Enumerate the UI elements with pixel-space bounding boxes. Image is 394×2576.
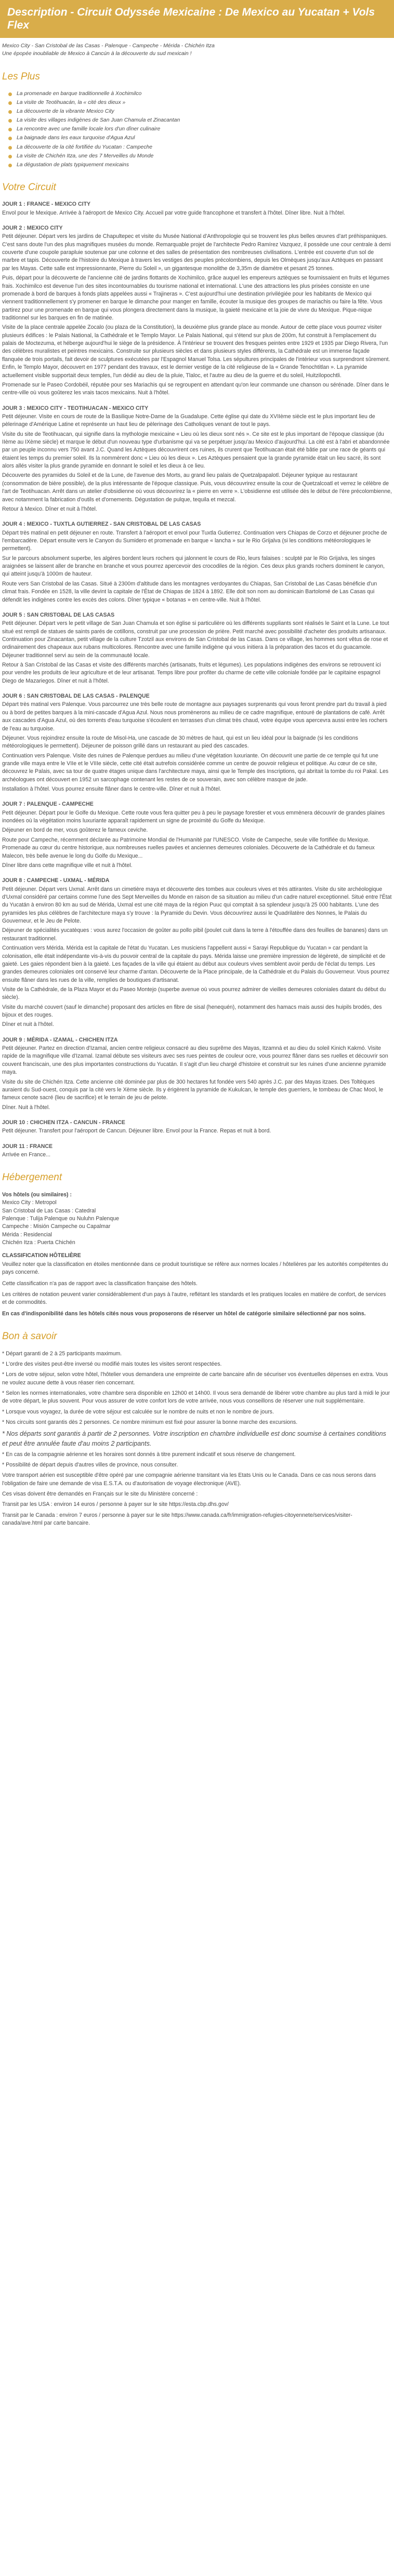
list-item: La dégustation de plats typiquement mexicains (17, 161, 392, 169)
good-to-know (0, 1350, 394, 1528)
list-item: La promenade en barque traditionnelle à Xochimilco (17, 90, 392, 98)
day-paragraph: Déjeuner de spécialités yucatèques : vous aurez l'occasion de goûter au pollo pibil (poulet cuit dans la terre à l'étouffée dans des feuilles de bananes) dans un restaurant traditionnel. (2, 927, 388, 942)
hotel-list (0, 1191, 394, 1247)
day-paragraph: Promenade sur le Paseo Cordobéil, réputée pour ses Mariachis qui se regroupent en attendant qu'on leur commande une chanson ou sérénade. Dîner dans le centre-ville où vous goûterez les vrais tacos mexicains. Nuit à l'hôtel. (2, 381, 389, 396)
day-paragraph: Retour à Mexico. Dîner et nuit à l'hôtel. (2, 505, 97, 512)
day-11 (2, 1143, 392, 1159)
info-line: * En cas de la compagnie aérienne et les horaires sont donnés à titre purement indicatif et sous réserve de changement. (2, 1451, 296, 1458)
day-paragraph: Retour à San Cristobal de las Casas et visite des différents marchés (artisanats, fruits et légumes). Les populations indigènes des environs se retrouvent ici pour vendre les produits de leur agriculture et de leur artisanat. Temps libre pour profiter du charme de cette ville coloniale fondée par le capitaine espagnol Diego de Mazariegos. Dîner et nuit à l'hôtel. (2, 662, 381, 684)
day-5 (2, 611, 392, 685)
day-8 (2, 877, 392, 1029)
day-paragraph: Départ très matinal en petit déjeuner en route. Transfert à l'aéroport et envol pour Tuxtla Gutierrez. Continuation vers Chiapas de Corzo et déjeuner proche de l'embarcadère. Départ ensuite vers le Canyon du Sumidero et promenade en barque « lancha » sur le Rio Grijalva (si les conditions météorologiques le permettent). (2, 529, 387, 552)
hotel-list-label: Vos hôtels (ou similaires) : (2, 1191, 72, 1198)
day-paragraph: Déjeuner en bord de mer, vous goûterez le fameux ceviche. (2, 827, 148, 834)
day-paragraph: Visite du site de Teotihuacan, qui signifie dans la mythologie mexicaine « Lieu où les dieux sont nés ». Ce site est le plus important de l'époque classique (du IIème au IXème siècle) et marque le début d'un nouveau type d'urbanisme qui va se perpétuer jusqu'au Mexico d'aujourd'hui. La cité est à l'abri et abandonnée par un peuple inconnu vers 750 avant J.C. Quand les Aztèques découvrirent ces ruines, ils crurent que Teotihuacan était été bâtie par une race de géants qui étaient les temps du premier soleil. Ils la nommèrent donc « Lieu où les dieux ». Les Aztèques pensaient que la grande pyramide était un lieu sacré, ils sont alors allés visiter la plus grande pyramide en donnant le soleil et les dieux à ce lieu. (2, 431, 390, 470)
day-4 (2, 520, 392, 604)
day-3 (2, 405, 392, 514)
visa-link-usa[interactable]: Transit par les USA : environ 14 euros / personne à payer sur le site https://esta.cbp.dhs.gov/ (2, 1501, 229, 1508)
classification-note: En cas d'indisponibilité dans les hôtels cités nous vous proposerons de réserver un hôtel de catégorie similaire sélectionné par nos soins. (2, 1310, 366, 1317)
day-title: JOUR 8 : CAMPECHE - UXMAL - MÉRIDA (2, 877, 110, 884)
itinerary (0, 201, 394, 1159)
section-title-circuit: Votre Circuit (2, 181, 56, 193)
list-item: La visite des villages indigènes de San Juan Chamula et Zinacantan (17, 116, 392, 124)
day-title: JOUR 1 : FRANCE - MEXICO CITY (2, 201, 91, 208)
info-line: * Possibilité de départ depuis d'autres villes de province, nous consulter. (2, 1462, 178, 1469)
day-paragraph: Petit déjeuner. Départ vers les jardins de Chapultepec et visite du Musée National d'Anthropologie qui se trouvent les plus belles œuvres d'art préhispaniques. C'est sans doute l'un des plus magnifiques musées du monde. Remarquable projet de l'architecte Pedro Ramírez Vazquez, il possède une cour centrale à demi couverte d'une coupole parapluie soutenue par une colonne et des salles de présentation des nombreuses civilisations. L'entrée est couverte d'un sol de marbre et tapis. Découverte de l'histoire du Mexique à travers les vestiges des peuples précolombiens, depuis les Olmèques jusqu'aux Aztèques en passant par les Mayas. Cette salle est impressionnante, Pierre du Soleil », un gigantesque monolithe de 3,35m de diamètre et pesant 25 tonnes. (2, 233, 391, 272)
hotel-line: Mexico City : Metropol (2, 1199, 57, 1206)
day-1 (2, 201, 392, 217)
hotel-line: San Cristobal de Las Casas : Catedral (2, 1207, 96, 1214)
day-6 (2, 692, 392, 793)
plus-list (2, 90, 392, 169)
day-paragraph: Arrivée en France... (2, 1152, 51, 1158)
day-paragraph: Petit déjeuner. Transfert pour l'aéroport de Cancun. Déjeuner libre. Envol pour la France. Repas et nuit à bord. (2, 1128, 271, 1134)
day-10 (2, 1119, 392, 1136)
day-title: JOUR 5 : SAN CRISTOBAL DE LAS CASAS (2, 611, 115, 618)
day-7 (2, 800, 392, 870)
day-paragraph: Petit déjeuner. Partez en direction d'Izamal, ancien centre religieux consacré au dieu suprême des Mayas, Itzamná et au dieu du soleil Kinich Kakmó. Visite rapide de la magnifique ville d'Izamal. Izamal débute ses visiteurs avec ses rues peintes de couleur ocre, vous pourrez flâner dans ses ruelles et découvrir son couvent franciscain, une des plus importantes constructions du Yucatán. Il s'agit d'un lieu chargé d'histoire et construit sur les ruines d'une ancienne pyramide maya. (2, 1045, 388, 1076)
info-line: * L'ordre des visites peut-être inversé ou modifié mais toutes les visites seront respectées. (2, 1360, 222, 1367)
day-title: JOUR 7 : PALENQUE - CAMPECHE (2, 801, 94, 808)
day-paragraph: Petit déjeuner. Départ pour le Golfe du Mexique. Cette route vous fera quitter peu à peu le paysage forestier et vous emmènera découvrir de grandes plaines inondées où la végétation moins luxuriante apparaît rapidement un signe de proximité du Golfe du Mexique. (2, 809, 385, 824)
day-paragraph: Dîner. Nuit à l'hôtel. (2, 1104, 50, 1111)
list-item: La baignade dans les eaux turquoise d'Agua Azul (17, 134, 392, 142)
section-title-savoir: Bon à savoir (2, 1331, 57, 1342)
list-item: La découverte de la vibrante Mexico City (17, 108, 392, 115)
classification-title: CLASSIFICATION HÔTELIÈRE (2, 1252, 81, 1259)
day-paragraph: Visite du marché couvert (sauf le dimanche) proposant des articles en fibre de sisal (henequén), notamment des hamacs mais aussi des huipils brodés, des bijoux et des rouges. (2, 1004, 382, 1019)
day-paragraph: Dîner libre dans cette magnifique ville et nuit à l'hôtel. (2, 862, 133, 869)
info-line: * Lorsque vous voyagez, la durée de votre séjour est calculée sur le nombre de nuits et non le nombre de jours. (2, 1408, 274, 1415)
intro-route: Mexico City - San Cristobal de las Casas - Palenque - Campeche - Mérida - Chichén Itza (2, 43, 215, 49)
day-title: JOUR 2 : MEXICO CITY (2, 225, 63, 232)
day-paragraph: Installation à l'hôtel. Vous pourrez ensuite flâner dans le centre-ville. Dîner et nuit à l'hôtel. (2, 786, 221, 793)
list-item: La visite de Teotihuacán, la « cité des dieux » (17, 99, 392, 106)
classification-paragraph: Cette classification n'a pas de rapport avec la classification française des hôtels. (2, 1280, 198, 1287)
intro-tagline: Une épopée inoubliable de Mexico à Cancún à la découverte du sud mexicain ! (2, 51, 192, 57)
day-paragraph: Visite de la Cathédrale, de la Plaza Mayor et du Paseo Montejo (superbe avenue où vous pourrez admirer de vieilles demeures coloniales datant du début du siècle). (2, 986, 386, 1001)
day-paragraph: Puis, départ pour la découverte de l'ancienne cité de jardins flottants de Xochimilco, grâce auquel les empereurs aztèques se fournissaient en fruits et légumes frais. Xochimilco est devenue l'un des sites incontournables du tourisme national et international. L'une des attractions les plus prisées consiste en une promenade à bord de barques à fonds plats appelées aussi « Trajineras ». C'est aujourd'hui une destination privilégiée pour les habitants de Mexico qui viennent traditionnellement s'y promener en barque le dimanche pour manger en famille, écouter la musique des groupes de mariachis ou faire la fête. Vous partirez pour une promenade en barque qui vous plongera directement dans la musique, la gaieté mexicaine et la joie de vivre du Mexique. Pique-nique traditionnel sur les barques en fin de matinée. (2, 275, 390, 321)
day-title: JOUR 4 : MEXICO - TUXTLA GUTIERREZ - SAN CRISTOBAL DE LAS CASAS (2, 521, 201, 528)
section-title-hebergement: Hébergement (2, 1172, 62, 1183)
list-item: La découverte de la cité fortifiée du Yucatan : Campeche (17, 143, 392, 151)
day-paragraph: Découverte des pyramides du Soleil et de la Lune, de l'avenue des Morts, au grand lieu palais de Quetzalpapalotl. Déjeuner typique au restaurant (consommation de bière possible), de la plus intéressante de l'époque classique. Puis, vous découvrirez ensuite la cour de Quetzalcoatl et verrez le célèbre de l'art de Teotihuacan. Arrêt dans un atelier d'obsidienne où vous découvrirez la « pierre en verre ». L'obsidienne est utilisée dès le début de l'ère précolombienne, avec notamment la fabrication d'outils et d'ornements. Dégustation de pulque, tequila et mezcal. (2, 472, 392, 503)
day-paragraph: Continuation vers Palenque. Visite des ruines de Palenque perdues au milieu d'une végétation luxuriante. On découvrit une partie de ce temple qui fut une grande ville maya entre le VIIe et le VIIIe siècle, cette cité était autrefois considérée comme un centre de pouvoir religieux et politique. Au cœur de ce site, découvrez le Palais, avec sa tour de quatre étages unique dans l'architecture maya, ainsi que le Temple des Inscriptions, qui abritait la tombe du roi Pakal. Les archéologues ont découvert en 1952 un sarcophage contenant les restes de ce souverain, avec son célèbre masque de jade. (2, 752, 389, 783)
day-title: JOUR 6 : SAN CRISTOBAL DE LAS CASAS - PALENQUE (2, 693, 150, 700)
hotel-line: Palenque : Tulija Palenque ou Nuluhn Palenque (2, 1216, 119, 1222)
hotel-line: Mérida : Residencial (2, 1231, 52, 1238)
info-line-highlight: * Nos départs sont garantis à partir de 2 personnes. Votre inscription en chambre individuelle est donc soumise à certaines conditions et peut être annulée faute d'au moins 2 participants. (2, 1430, 386, 1447)
day-paragraph: Petit déjeuner. Départ vers le petit village de San Juan Chamula et son église si particulière où les différents suppliants sont réalisés le Saint et la Lune. Le tout situé est rempli de statues de saints parés de cotillons, construit par une procession de prière. Petit marché avec possibilité d'acheter des produits artisanaux. Continuation pour Zinacantan, petit village de la culture Tzotzil aux environs de San Cristobal de las Casas. Dans ce village, les hommes sont vêtus de rose et ordinairement des chapeaux aux rubans multicolores. Rencontre avec une famille indigène qui vous initiera à la préparation des tacos et du guacamole. Déjeuner traditionnel servi au sein de la communauté locale. (2, 620, 389, 659)
intro (0, 42, 394, 58)
classification-paragraph: Veuillez noter que la classification en étoiles mentionnée dans ce produit touristique se réfère aux normes locales / hôtelières par les autorités compétentes du pays concerné. (2, 1261, 388, 1276)
day-paragraph: Sur le parcours absolument superbe, les algères bordent leurs rochers qui jalonnent le cours de Rio, leurs falaises : sculpté par le Rio Grijalva, les singes araignées se laissent aller de branche en branche et vous pourrez apercevoir des crocodiles de la région. Ces deux plus grands rochers dominent le canyon, qui atteint jusqu'à 1000m de hauteur. (2, 555, 385, 578)
day-title: JOUR 10 : CHICHEN ITZA - CANCUN - FRANCE (2, 1119, 125, 1126)
day-paragraph: Dîner et nuit à l'hôtel. (2, 1021, 54, 1028)
info-line: * Selon les normes internationales, votre chambre sera disponible en 12h00 et 14h00. Il vous sera demandé de libérer votre chambre au plus tard à midi le jour de votre départ, le plus souvent. Pour vous assurer de votre confort lors de votre arrivée, nous vous conseillons de réserver une nuit supplémentaire. (2, 1390, 390, 1405)
day-title: JOUR 9 : MÉRIDA - IZAMAL - CHICHEN ITZA (2, 1036, 118, 1043)
day-paragraph: Route pour Campeche, récemment déclarée au Patrimoine Mondial de l'Humanité par l'UNESCO. Visite de Campeche, seule ville fortifiée du Mexique. Promenade au cœur du centre historique, aux nombreuses ruelles pavées et anciennes demeures coloniales. Découverte de la Cathédrale et du fameux Malecon, très belle avenue le long du Golfe du Mexique... (2, 836, 375, 859)
info-line: * Nos circuits sont garantis dès 2 personnes. Ce nombre minimum est fixé pour assurer la bonne marche des excursions. (2, 1419, 298, 1426)
page-title: Description - Circuit Odyssée Mexicaine : De Mexico au Yucatan + Vols Flex (0, 0, 394, 38)
day-paragraph: Visite du site de Chichén Itza. Cette ancienne cité dominée par plus de 300 hectares fut fondée vers 540 après J.C. par des Mayas itzaes. Des Toltèques auraient du Sud-ouest, conquis par la cité vers le Xème siècle. Ils y érigèrent la pyramide de Kukulcan, le temple des guerriers, le tombeau de Chac Mool, le fameux cenote sacré (lieu de sacrifice) et le terrain de jeu de pelote. (2, 1078, 384, 1101)
info-line: * Départ garanti de 2 à 25 participants maximum. (2, 1350, 122, 1357)
day-paragraph: Continuation vers Mérida. Mérida est la capitale de l'état du Yucatan. Les musiciens l'appellent aussi « Sarayi Republique du Yucatan » car pendant la colonisation, elle était indépendante vis-à-vis du pouvoir central de la capitale du pays. Mérida laisse une première impression de légèreté, de simplicité et de gaieté. Les gaies répondent bien à la gaieté. Les façades de la ville qui étaient au début aux couleurs vives semblent avoir perdu de l'éclat du temps. Les grandes demeures coloniales ont conservé leur charme d'antan. Découverte de la Place principale, de la Cathédrale et du Palais du Gouverneur. Vous pourrez ensuite flâner dans les rues de la ville, remplies de boutiques d'artisanat. (2, 945, 390, 983)
day-title: JOUR 11 : FRANCE (2, 1143, 53, 1150)
hotel-line: Chichén Itza : Puerta Chichén (2, 1239, 75, 1246)
day-paragraph: Petit déjeuner. Départ vers Uxmal. Arrêt dans un cimetière maya et découverte des tombes aux couleurs vives et très attirantes. Visite du site archéologique d'Uxmal considéré par certains comme l'une des Sept Merveilles du Monde en raison de sa situation au milieu d'un cadre naturel exceptionnel. Situé entre l'État du Yucatán à environ 80 km au sud de Mérida, Uxmal est une cité maya de la région Puuc qui comptait à sa splendeur jusqu'à 25 000 habitants. L'une des pyramides les plus célèbres de l'architecture maya s'y trouve : la Pyramide du Devin. Vous découvrirez aussi le Quadrilatère des Nonnes, le Palais du Gouverneur, et le Jeu de Pelote. (2, 886, 392, 925)
day-paragraph: Petit déjeuner. Visite en cours de route de la Basilique Notre-Dame de la Guadalupe. Cette église qui date du XVIIème siècle est le plus important lieu de pèlerinage d'Amérique Latine et représente un haut lieu de pèlerinage des Catholiques venant de tout le pays. (2, 413, 375, 428)
visa-link-canada[interactable]: Transit par le Canada : environ 7 euros / personne à payer sur le site https://www.canada.ca/fr/immigration-refugies-citoyennete/services/visiter-canada/ave.html par carte bancaire. (2, 1512, 352, 1527)
list-item: La visite de Chichén Itza, une des 7 Merveilles du Monde (17, 152, 392, 160)
hotel-line: Campeche : Misión Campeche ou Capalmar (2, 1223, 111, 1230)
day-paragraph: Déjeuner. Vous rejoindrez ensuite la route de Misol-Ha, une cascade de 30 mètres de haut, qui est un lieu idéal pour la baignade (si les conditions météorologiques le permettent). Déjeuner de poisson grillé dans un restaurant au pied des cascades. (2, 735, 358, 750)
info-line: * Lors de votre séjour, selon votre hôtel, l'hôtelier vous demandera une empreinte de carte bancaire afin de sécuriser vos éventuelles dépenses en extra. Vous ne voulez aucune dette à vous réaser rien concernant. (2, 1371, 388, 1386)
day-paragraph: Départ très matinal vers Palenque. Vous parcourrez une très belle route de montagne aux paysages surprenants qui vous feront prendre part du travail à pied ou à bord de petites barques à la mini-cascade d'Agua Azul. Nous nous promènerons au milieu de ce cadre magnifique, entouré de plantations de café. Arrêt aux cascades d'Agua Azul, où des torrents d'eau turquoise s'écoulent en terrasses d'un climat très chaud, votre équipe vous apercevra aussi entre les rochers de l'eau au turquoise. (2, 701, 388, 732)
day-paragraph: Route vers San Cristobal de las Casas. Situé à 2300m d'altitude dans les montagnes verdoyantes du Chiapas, San Cristobal de Las Casas bénéficie d'un climat frais. Fondée en 1528, la ville devint la capitale de l'État de Chiapas de 1824 à 1892. Elle doit son nom au dominicain Bartolomé de Las Casas qui défendit les indigènes contre les excès des colons. Dîner typique « botanas » en centre-ville. Nuit à l'hôtel. (2, 580, 377, 603)
list-item: La rencontre avec une famille locale lors d'un dîner culinaire (17, 125, 392, 133)
visa-note: Ces visas doivent être demandés en Français sur le site du Ministère concerné : (2, 1491, 198, 1498)
day-2 (2, 224, 392, 397)
section-title-plus: Les Plus (2, 71, 40, 82)
day-paragraph: Envol pour le Mexique. Arrivée à l'aéroport de Mexico City. Accueil par votre guide francophone et transfert à l'hôtel. Dîner libre. Nuit à l'hôtel. (2, 209, 346, 216)
transport-note: Votre transport aérien est susceptible d'être opéré par une compagnie aérienne transitant via les Etats Unis ou le Canada. Dans ce cas nous serons dans l'obligation de faire une demande de visa E.S.T.A. ou d'autorisation de voyage électronique (AVE). (2, 1472, 376, 1487)
classification-paragraph: Les critères de notation peuvent varier considérablement d'un pays à l'autre, reflétant les standards et les pratiques locales en matière de confort, de services et de commodités. (2, 1291, 386, 1306)
day-9 (2, 1036, 392, 1112)
day-paragraph: Visite de la place centrale appelée Zocalo (ou plaza de la Constitution), la deuxième plus grande place au monde. Autour de cette place vous pourrez visiter plusieurs édifices : le Palais National, la Cathédrale et le Templo Mayor. Le Palais National, qui s'étend sur plus de 200m, fut construit à l'emplacement du palais de Moctezuma, et héberge aujourd'hui le siège de la présidence. À l'intérieur se trouvent des fresques peintes entre 1929 et 1935 par Diego Rivera, l'un des célèbres muralistes et peintres mexicains. Construite sur plusieurs siècles et dans plusieurs styles différents, la Cathédrale est un immense façade flanquée de trois portails, fait devoir de sculptures exécutées par l'Espagnol Manuel Tolsa. Les sépultures principales de l'intérieur vous surprendront sûrement. Enfin, le Templo Mayor, découvert en 1977 pendant des travaux, est le dernier vestige de la cité religieuse de la « Grande Tenochtitlan ». La pyramide actuellement visible supportait deux temples, l'un dédié au dieu de la pluie, Tlaloc, et l'autre au dieu de la guerre et du soleil, Huitzilopochtli. (2, 324, 390, 379)
day-title: JOUR 3 : MEXICO CITY - TEOTIHUACAN - MEXICO CITY (2, 405, 149, 411)
hotel-classification (0, 1252, 394, 1318)
